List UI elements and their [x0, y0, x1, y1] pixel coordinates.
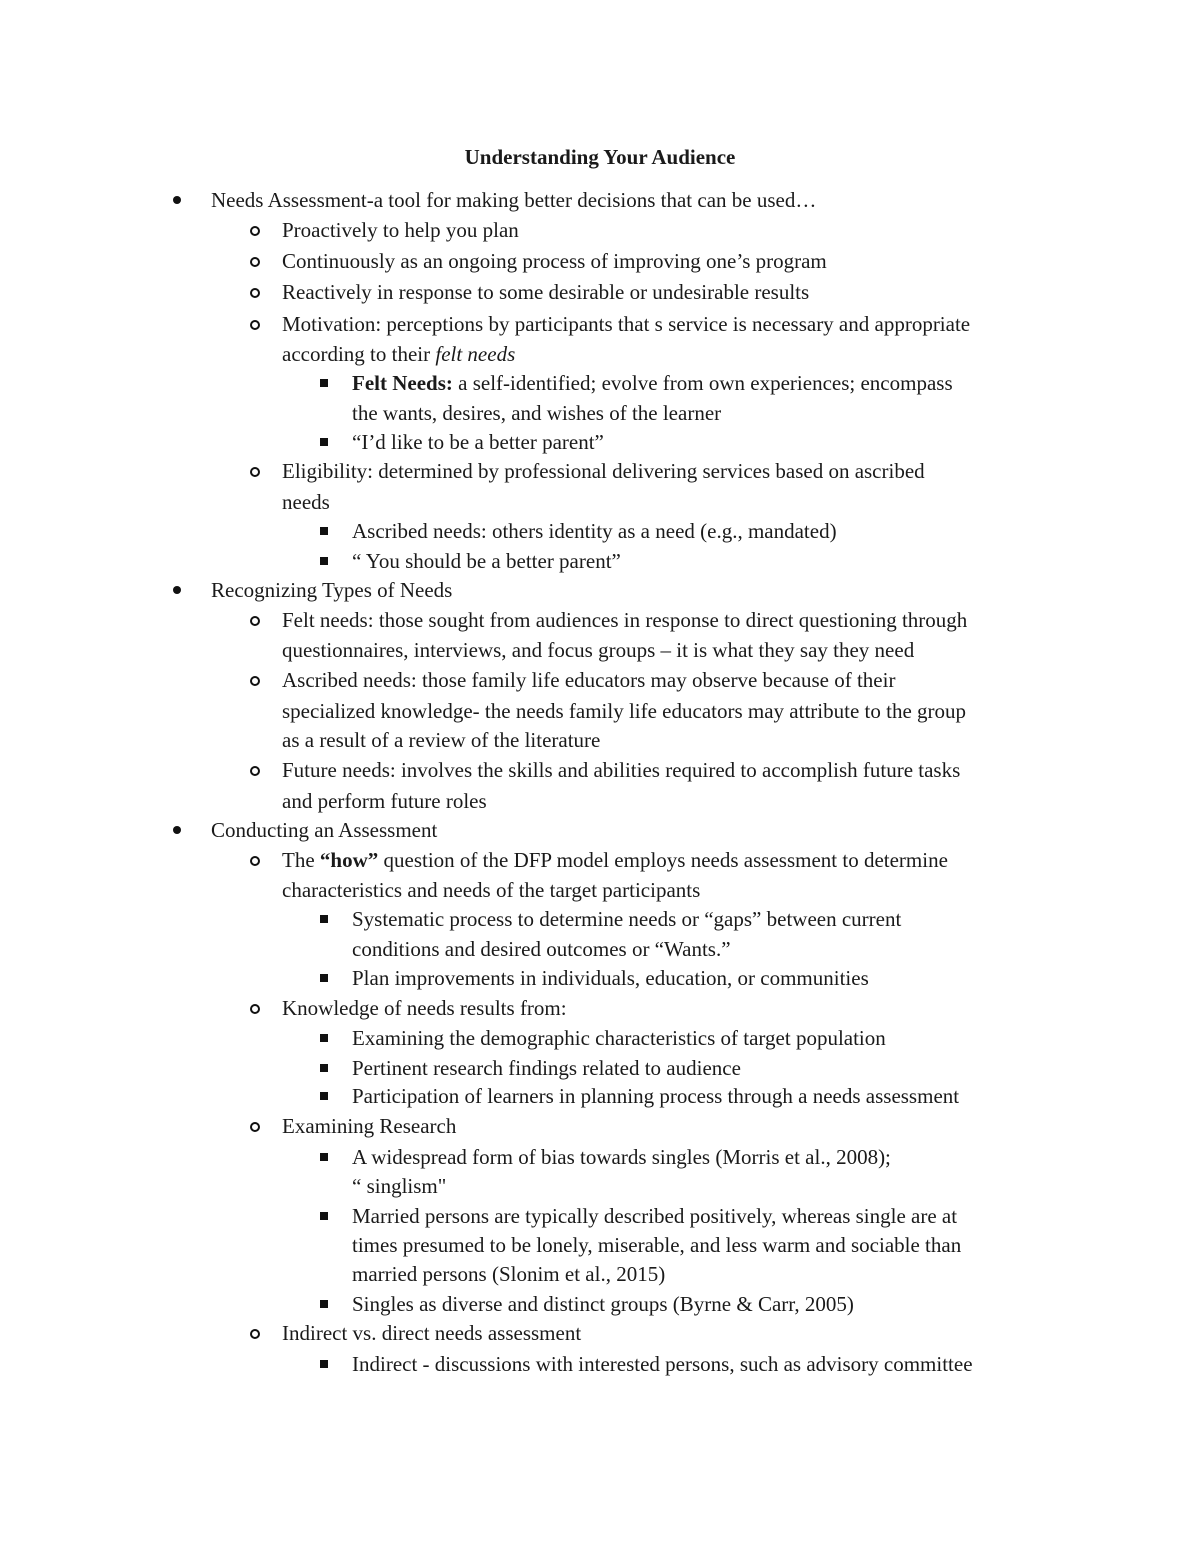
list-item-text: Married persons are typically described positively, whereas single are at	[352, 1204, 958, 1228]
list-item	[352, 516, 837, 546]
list-item-text: “I’d like to be a better parent”	[352, 430, 604, 454]
list-item	[211, 575, 452, 605]
list-item-text: questionnaires, interviews, and focus groups – it is what they say they need	[282, 638, 915, 662]
list-item-text: Recognizing Types of Needs	[211, 578, 453, 602]
list-item	[352, 398, 721, 428]
square-bullet-icon	[320, 1153, 328, 1161]
list-item-text: times presumed to be lonely, miserable, and less warm and sociable than	[352, 1233, 962, 1257]
list-item-text: Felt needs: those sought from audiences in response to direct questioning through	[282, 608, 968, 632]
circle-bullet-icon	[250, 856, 260, 866]
list-item-text: Proactively to help you plan	[282, 218, 519, 242]
list-item	[282, 665, 895, 695]
list-item-text: a self-identified; evolve from own experiences; encompass	[452, 371, 953, 395]
circle-bullet-icon	[250, 1004, 260, 1014]
circle-bullet-icon	[250, 616, 260, 626]
disc-bullet-icon	[173, 586, 181, 594]
circle-bullet-icon	[250, 320, 260, 330]
list-item-text: according to their	[282, 342, 436, 366]
list-item	[211, 815, 437, 845]
list-item	[282, 635, 914, 665]
square-bullet-icon	[320, 527, 328, 535]
list-item-text: The	[282, 848, 320, 872]
list-item-text: Eligibility: determined by professional delivering services based on ascribed	[282, 459, 925, 483]
list-item	[282, 309, 970, 339]
list-item	[282, 993, 567, 1023]
list-item-text: Ascribed needs: those family life educators may observe because of their	[282, 668, 896, 692]
list-item-text: Examining the demographic characteristics of target population	[352, 1026, 886, 1050]
list-item-text: Reactively in response to some desirable or undesirable results	[282, 280, 810, 304]
list-item-text: Indirect - discussions with interested persons, such as advisory committee	[352, 1352, 973, 1376]
list-item	[352, 1289, 854, 1319]
list-item	[282, 786, 487, 816]
list-item-text: Conducting an Assessment	[211, 818, 438, 842]
circle-bullet-icon	[250, 467, 260, 477]
list-item-text: “ singlism"	[352, 1174, 447, 1198]
list-item	[352, 904, 901, 934]
list-item	[282, 875, 700, 905]
square-bullet-icon	[320, 1064, 328, 1072]
list-item-text: Indirect vs. direct needs assessment	[282, 1321, 582, 1345]
list-item-text: needs	[282, 490, 330, 514]
list-item-text: Felt Needs:	[352, 371, 453, 395]
square-bullet-icon	[320, 1300, 328, 1308]
list-item-text: married persons (Slonim et al., 2015)	[352, 1262, 666, 1286]
list-item	[282, 456, 925, 486]
list-item	[352, 934, 731, 964]
list-item-text: Ascribed needs: others identity as a need (e.g., mandated)	[352, 519, 837, 543]
list-item-text: the wants, desires, and wishes of the learner	[352, 401, 722, 425]
disc-bullet-icon	[173, 196, 181, 204]
circle-bullet-icon	[250, 766, 260, 776]
list-item-text: Motivation: perceptions by participants that s service is necessary and appropriate	[282, 312, 971, 336]
square-bullet-icon	[320, 1092, 328, 1100]
list-item	[352, 546, 621, 576]
square-bullet-icon	[320, 379, 328, 387]
list-item	[282, 725, 600, 755]
list-item	[352, 1230, 961, 1260]
list-item	[282, 696, 966, 726]
list-item-text: Knowledge of needs results from:	[282, 996, 567, 1020]
disc-bullet-icon	[173, 826, 181, 834]
list-item-text: Pertinent research findings related to audience	[352, 1056, 741, 1080]
list-item	[211, 185, 816, 215]
list-item	[352, 1259, 665, 1289]
list-item-text: Singles as diverse and distinct groups (Byrne & Carr, 2005)	[352, 1292, 854, 1316]
list-item-text: characteristics and needs of the target participants	[282, 878, 701, 902]
list-item-text: Continuously as an ongoing process of improving one’s program	[282, 249, 827, 273]
list-item-text: Plan improvements in individuals, education, or communities	[352, 966, 869, 990]
square-bullet-icon	[320, 915, 328, 923]
square-bullet-icon	[320, 438, 328, 446]
list-item-text: Needs Assessment-a tool for making better decisions that can be used…	[211, 188, 817, 212]
list-item	[282, 1111, 456, 1141]
circle-bullet-icon	[250, 1329, 260, 1339]
list-item	[282, 605, 967, 635]
circle-bullet-icon	[250, 257, 260, 267]
list-item	[282, 845, 948, 875]
square-bullet-icon	[320, 1034, 328, 1042]
list-item-text: as a result of a review of the literature	[282, 728, 601, 752]
list-item	[352, 1349, 973, 1379]
list-item-text: “ You should be a better parent”	[352, 549, 621, 573]
square-bullet-icon	[320, 1212, 328, 1220]
list-item	[352, 368, 953, 398]
list-item	[282, 215, 519, 245]
square-bullet-icon	[320, 1360, 328, 1368]
list-item	[282, 1318, 581, 1348]
list-item	[282, 755, 960, 785]
circle-bullet-icon	[250, 288, 260, 298]
list-item-text: specialized knowledge- the needs family life educators may attribute to the group	[282, 699, 967, 723]
list-item	[282, 246, 827, 276]
list-item	[352, 963, 869, 993]
list-item	[282, 339, 515, 369]
circle-bullet-icon	[250, 676, 260, 686]
list-item	[352, 1081, 959, 1111]
list-item	[282, 487, 330, 517]
list-item-text: “how”	[319, 848, 379, 872]
list-item	[282, 277, 809, 307]
list-item	[352, 1201, 957, 1231]
list-item	[352, 1142, 891, 1172]
page-title: Understanding Your Audience	[464, 145, 736, 169]
square-bullet-icon	[320, 557, 328, 565]
list-item-text: Examining Research	[282, 1114, 457, 1138]
list-item-text: Participation of learners in planning process through a needs assessment	[352, 1084, 960, 1108]
list-item	[352, 1053, 741, 1083]
list-item-text: question of the DFP model employs needs assessment to determine	[378, 848, 948, 872]
list-item-text: A widespread form of bias towards singles (Morris et al., 2008);	[352, 1145, 891, 1169]
list-item-text: and perform future roles	[282, 789, 487, 813]
list-item	[352, 1023, 886, 1053]
list-item-text: Future needs: involves the skills and abilities required to accomplish future tasks	[282, 758, 961, 782]
list-item	[352, 1171, 446, 1201]
list-item	[352, 427, 604, 457]
square-bullet-icon	[320, 974, 328, 982]
list-item-text: conditions and desired outcomes or “Wants.”	[352, 937, 731, 961]
circle-bullet-icon	[250, 1122, 260, 1132]
list-item-text: felt needs	[435, 342, 516, 366]
list-item-text: Systematic process to determine needs or “gaps” between current	[352, 907, 902, 931]
circle-bullet-icon	[250, 226, 260, 236]
